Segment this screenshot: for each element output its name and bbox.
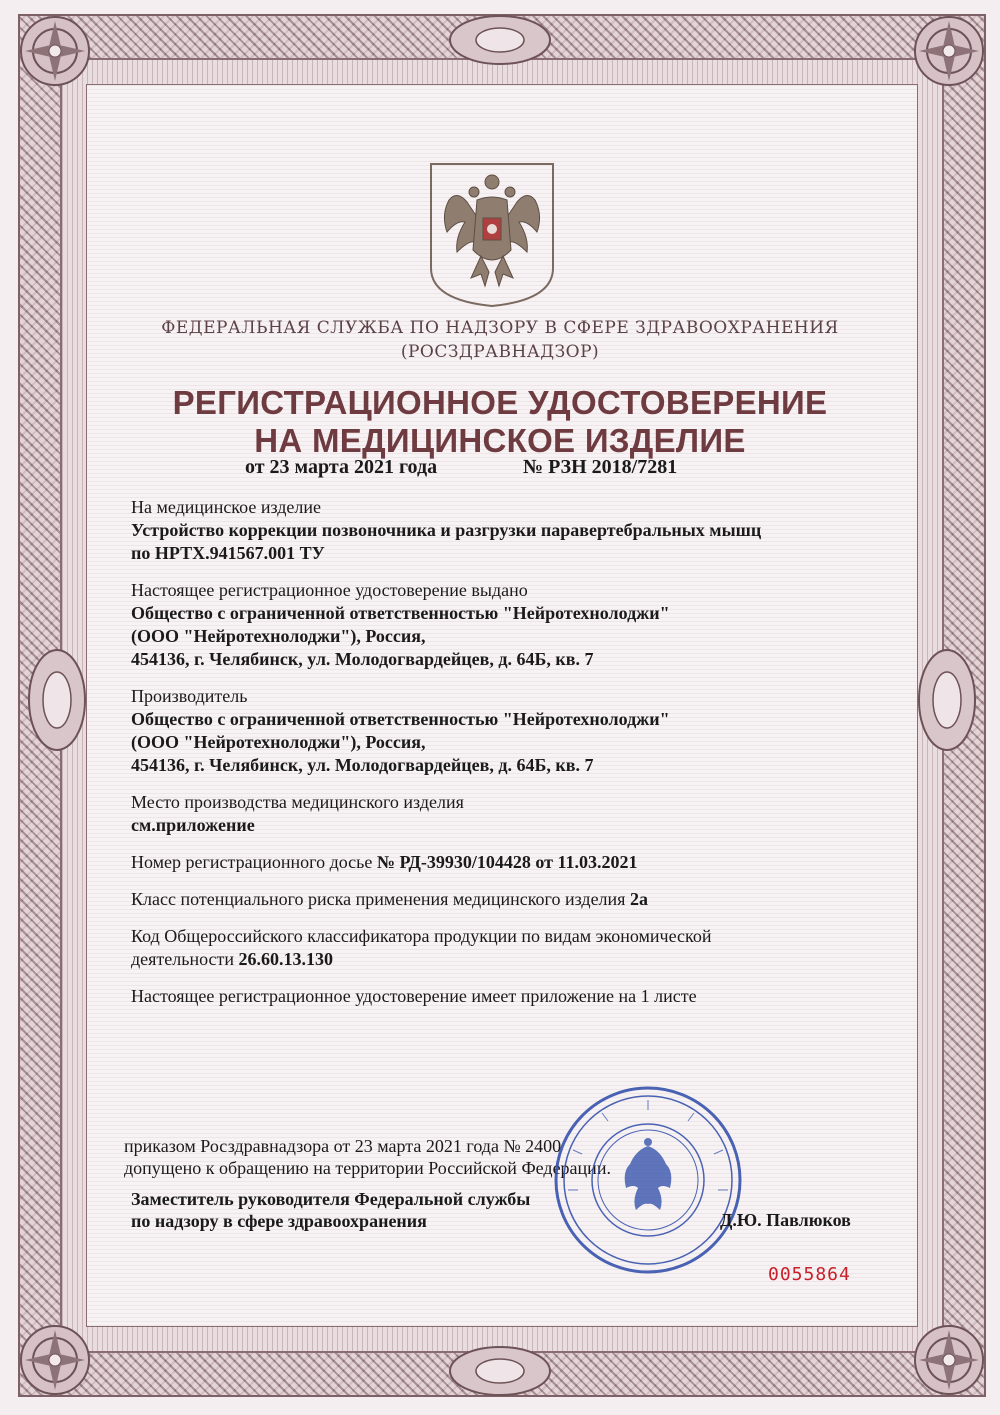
dossier-label: Номер регистрационного досье xyxy=(131,852,377,872)
document-title: РЕГИСТРАЦИОННОЕ УДОСТОВЕРЕНИЕ xyxy=(172,384,828,421)
risk-class-section xyxy=(131,888,871,911)
side-ornament-icon xyxy=(22,640,92,760)
top-ornament-icon xyxy=(445,10,555,70)
risk-class-label: Класс потенциального риска применения медицинского изделия xyxy=(131,889,630,909)
production-site-value: см.приложение xyxy=(131,815,255,835)
manufacturer-address: 454136, г. Челябинск, ул. Молодогвардейцев, д. 64Б, кв. 7 xyxy=(131,755,594,775)
holder-name: Общество с ограниченной ответственностью "Нейротехнолоджи" xyxy=(131,603,670,623)
appendix-note: Настоящее регистрационное удостоверение имеет приложение на 1 листе xyxy=(131,986,697,1006)
production-site-section xyxy=(131,791,871,837)
corner-ornament-icon xyxy=(904,1315,994,1405)
official-stamp-icon xyxy=(548,1080,748,1280)
device-spec: по НРТХ.941567.001 ТУ xyxy=(131,543,325,563)
document-subtitle: НА МЕДИЦИНСКОЕ ИЗДЕЛИЕ xyxy=(254,422,746,459)
dossier-section xyxy=(131,851,871,874)
agency-name: ФЕДЕРАЛЬНАЯ СЛУЖБА ПО НАДЗОРУ В СФЕРЕ ЗДРАВООХРАНЕНИЯ xyxy=(161,318,839,338)
position-line: по надзору в сфере здравоохранения xyxy=(131,1211,427,1231)
manufacturer-short-name: (ООО "Нейротехнолоджи"), Россия, xyxy=(131,732,426,752)
side-ornament-icon xyxy=(912,640,982,760)
order-line: допущено к обращению на территории Российской Федерации. xyxy=(124,1158,611,1178)
coat-of-arms-icon xyxy=(427,160,557,310)
corner-ornament-icon xyxy=(904,6,994,96)
okpd-label: Код Общероссийского классификатора продукции по видам экономической xyxy=(131,926,712,946)
serial-number: 0055864 xyxy=(768,1264,851,1285)
manufacturer-name: Общество с ограниченной ответственностью "Нейротехнолоджи" xyxy=(131,709,670,729)
issue-date: от 23 марта 2021 года xyxy=(245,456,438,478)
signatory-name: Д.Ю. Павлюков xyxy=(720,1210,851,1230)
issued-to-section xyxy=(131,579,871,671)
manufacturer-label: Производитель xyxy=(131,686,248,706)
certificate-number: № РЗН 2018/7281 xyxy=(523,456,678,478)
okpd-code: 26.60.13.130 xyxy=(238,949,334,969)
okpd-label-cont: деятельности xyxy=(131,949,239,969)
risk-class-value: 2а xyxy=(629,889,648,909)
holder-short-name: (ООО "Нейротехнолоджи"), Россия, xyxy=(131,626,426,646)
okpd-section xyxy=(131,925,871,971)
holder-address: 454136, г. Челябинск, ул. Молодогвардейцев, д. 64Б, кв. 7 xyxy=(131,649,594,669)
corner-ornament-icon xyxy=(10,1315,100,1405)
manufacturer-section xyxy=(131,685,871,777)
device-section xyxy=(131,496,871,565)
dossier-value: № РД-39930/104428 от 11.03.2021 xyxy=(376,852,638,872)
production-site-label: Место производства медицинского изделия xyxy=(131,792,464,812)
certificate-content xyxy=(131,496,871,1022)
corner-ornament-icon xyxy=(10,6,100,96)
device-label: На медицинское изделие xyxy=(131,497,322,517)
bottom-ornament-icon xyxy=(445,1341,555,1401)
issued-to-label: Настоящее регистрационное удостоверение выдано xyxy=(131,580,528,600)
position-line: Заместитель руководителя Федеральной службы xyxy=(131,1189,531,1209)
order-line: приказом Росздравнадзора от 23 марта 2021 года № 2400 xyxy=(124,1136,562,1156)
agency-abbreviation: (РОСЗДРАВНАДЗОР) xyxy=(400,342,600,362)
device-name: Устройство коррекции позвоночника и разгрузки паравертебральных мышц xyxy=(131,520,762,540)
